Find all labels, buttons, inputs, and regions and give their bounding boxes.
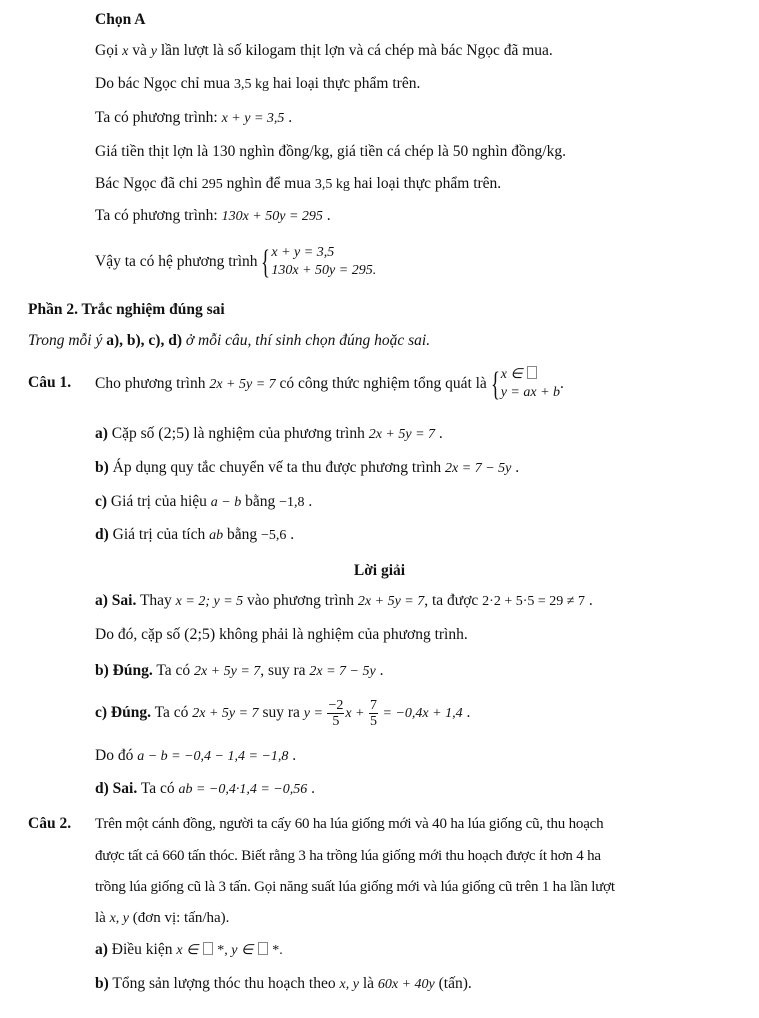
brace-icon: { (490, 366, 500, 404)
text: . (584, 592, 593, 609)
math: (2;5) (184, 626, 216, 643)
option-key: b) (95, 459, 109, 476)
question-label: Câu 1. (28, 374, 72, 391)
text: Vậy ta có hệ phương trình (95, 253, 262, 270)
missing-glyph-icon (258, 942, 268, 955)
text: bằng (241, 493, 280, 510)
math: 3,5 kg (314, 177, 350, 192)
question-label: Câu 2. (28, 815, 72, 832)
math: a − b = −0,4 − 1,4 = −1,8 (137, 749, 289, 764)
text: Trong mỗi ý (28, 332, 107, 349)
text: có công thức nghiệm tổng quát là (275, 375, 491, 392)
math: 2·2 + 5·5 = 29 ≠ 7 (482, 594, 585, 609)
text: Ta có (152, 662, 194, 679)
text: Áp dụng quy tắc chuyển vế ta thu được phương trình (108, 459, 446, 476)
option-key: c) (95, 493, 108, 510)
text: . (307, 780, 316, 797)
paragraph (95, 174, 501, 195)
math: x (122, 44, 129, 59)
text: . (284, 109, 293, 126)
paragraph (95, 74, 420, 95)
math: *. (268, 943, 283, 958)
text: là (358, 975, 378, 992)
option-key: b) (95, 975, 109, 992)
text: Cho phương trình (95, 375, 210, 392)
paragraph (95, 41, 553, 62)
text: Ta có (137, 780, 179, 797)
text: bằng (223, 526, 261, 543)
text: a), b), c), d) (106, 332, 183, 349)
math: 3,5 kg (234, 77, 270, 92)
text: Bác Ngọc đã chi (95, 175, 202, 192)
solution-d (95, 779, 315, 800)
math: a − b (210, 495, 242, 510)
text: không phải là nghiệm của phương trình. (215, 626, 468, 643)
math: −1,8 (279, 495, 305, 510)
verdict: c) Đúng. (95, 704, 151, 721)
text: Gọi (95, 42, 123, 59)
solution-a-note (95, 625, 468, 645)
math: y (150, 44, 157, 59)
math: 2x + 5y = 7 (193, 664, 261, 679)
option-a (95, 940, 283, 961)
solution-b (95, 661, 383, 682)
instruction (28, 331, 430, 351)
fraction (327, 698, 344, 729)
text: Do bác Ngọc chỉ mua (95, 75, 235, 92)
paragraph (95, 242, 376, 282)
math: y = (303, 706, 327, 721)
fraction (369, 698, 378, 729)
text: (đơn vị: tấn/ha). (129, 910, 230, 926)
text: . (375, 662, 384, 679)
text: Ta có phương trình: (95, 109, 222, 126)
text: Thay (136, 592, 176, 609)
missing-glyph-icon (203, 942, 213, 955)
text: ở mỗi câu, thí sinh chọn đúng hoặc sai. (182, 332, 431, 349)
text: nghìn để mua (222, 175, 315, 192)
math: −5,6 (260, 528, 287, 543)
section-title: Phần 2. Trắc nghiệm đúng sai (28, 301, 225, 318)
math: x = 2; y = 5 (175, 594, 244, 609)
numerator: 7 (370, 697, 378, 713)
math: ab (209, 528, 224, 543)
text: Giá trị của hiệu (107, 493, 211, 510)
missing-glyph-icon (527, 366, 537, 379)
brace-icon: { (261, 244, 271, 282)
text: lần lượt là số kilogam thịt lợn và cá chép mà bác Ngọc đã mua. (156, 42, 553, 59)
text: vào phương trình (243, 592, 358, 609)
math: x + y = 3,5 (271, 245, 335, 261)
math: x, y (109, 911, 130, 926)
math: x + (345, 706, 369, 721)
question-text-line: được tất cả 660 tấn thóc. Biết rằng 3 ha trồng lúa giống mới thu hoạch được ít hơn 4 ha (95, 848, 601, 864)
math: 130x + 50y = 295. (271, 263, 377, 279)
math: 2x + 5y = 7 (357, 594, 425, 609)
option-a (95, 424, 443, 445)
math: 60x + 40y (377, 977, 435, 992)
text: . (288, 747, 297, 764)
math: y ∈ (231, 943, 257, 958)
math: *, (213, 943, 232, 958)
text: , suy ra (260, 662, 310, 679)
paragraph: Giá tiền thịt lợn là 130 nghìn đồng/kg, giá tiền cá chép là 50 nghìn đồng/kg. (95, 143, 566, 160)
math: 2x = 7 − 5y (445, 461, 512, 476)
text: , ta được (424, 592, 483, 609)
math: y = ax + b (500, 385, 561, 401)
paragraph (95, 108, 292, 129)
solution-c-note (95, 746, 296, 767)
question-text (95, 364, 564, 405)
question-text-line (95, 908, 229, 929)
answer-choice: Chọn A (95, 11, 146, 28)
text: . (322, 207, 331, 224)
verdict: b) Đúng. (95, 662, 153, 679)
denominator: 5 (370, 713, 378, 729)
solution-title: Lời giải (353, 562, 406, 579)
text: . (435, 425, 443, 442)
math: 2x + 5y = 7 (209, 377, 276, 392)
text: (tấn). (434, 975, 472, 992)
math: = −0,4x + 1,4 (379, 706, 463, 721)
text: Tổng sản lượng thóc thu hoạch theo (108, 975, 340, 992)
text: . (462, 704, 471, 721)
math: 2x = 7 − 5y (309, 664, 376, 679)
text: là nghiệm của phương trình (189, 425, 369, 442)
solution-a (95, 591, 593, 612)
math: x ∈ (500, 367, 527, 383)
option-c (95, 492, 312, 513)
text: Cặp số (107, 425, 159, 442)
paragraph (95, 206, 331, 227)
math: (2;5) (158, 425, 190, 442)
text: Ta có phương trình: (95, 207, 222, 224)
text: là (95, 910, 110, 926)
text: . (511, 459, 520, 476)
text: và (128, 42, 151, 59)
option-key: d) (95, 526, 109, 543)
math: 2x + 5y = 7 (368, 427, 436, 442)
text: hai loại thực phẩm trên. (349, 175, 502, 192)
math: 130x + 50y = 295 (221, 209, 323, 224)
question-text-line: Trên một cánh đồng, người ta cấy 60 ha lúa giống mới và 40 ha lúa giống cũ, thu hoạch (95, 816, 604, 832)
text: Giá trị của tích (108, 526, 210, 543)
equation-system (261, 244, 376, 280)
math: 2x + 5y = 7 (192, 706, 259, 721)
numerator: −2 (328, 697, 344, 713)
denominator: 5 (332, 713, 340, 729)
text: Ta có (150, 704, 193, 721)
option-b (95, 974, 472, 995)
text: Do đó (95, 747, 138, 764)
math: x + y = 3,5 (221, 111, 285, 126)
verdict: d) Sai. (95, 780, 138, 797)
math: ab = −0,4·1,4 = −0,56 (178, 782, 308, 797)
verdict: a) Sai. (95, 592, 137, 609)
option-d (95, 525, 294, 546)
text: hai loại thực phẩm trên. (269, 75, 421, 92)
text: Do đó, cặp số (95, 626, 185, 643)
text: . (286, 526, 295, 543)
option-b (95, 458, 519, 479)
solution-c (95, 695, 470, 732)
question-text-line: trồng lúa giống cũ là 3 tấn. Gọi năng suất lúa giống mới và lúa giống cũ trên 1 ha lần lượt (95, 879, 615, 895)
math: 295 (201, 177, 223, 192)
option-key: a) (95, 425, 108, 442)
option-key: a) (95, 941, 108, 958)
text: . (560, 375, 564, 392)
equation-system (491, 366, 560, 402)
math: x ∈ (176, 943, 202, 958)
text: suy ra (258, 704, 304, 721)
text: . (304, 493, 313, 510)
math (501, 366, 560, 384)
math: x, y (339, 977, 359, 992)
text: Điều kiện (107, 941, 177, 958)
